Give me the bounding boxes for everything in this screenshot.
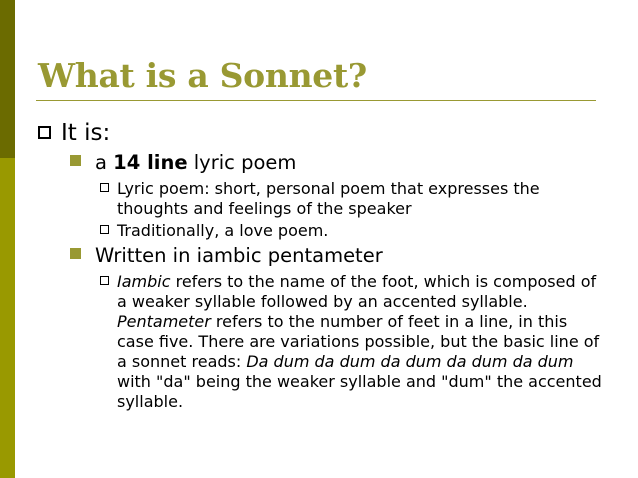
sub-bullet-lyric-poem [100,179,597,219]
hollow-square-bullet-icon [100,276,109,285]
slide-title: What is a Sonnet? [38,56,367,95]
hollow-square-bullet-icon [100,225,109,234]
bullet-item-iambic [70,243,383,269]
hollow-square-bullet-icon [100,183,109,192]
sub-bullet-text: Traditionally, a love poem. [117,221,329,240]
italic-da-dum: Da dum da dum da dum da dum da dum [246,352,574,371]
italic-pentameter: Pentameter [117,312,211,331]
side-bar-light [0,158,15,478]
sub-text-1: refers to the name of the foot, which is composed of a weaker syllable followed by an accented syllable. [117,272,597,311]
sub-bullet-love-poem [100,221,328,241]
italic-iambic: Iambic [117,272,171,291]
filled-square-bullet-icon [70,155,81,166]
item1-bold: 14 line [113,151,188,174]
item1-post: lyric poem [187,151,297,174]
bullet-item-14-line [70,150,296,176]
bullet-level1-text: It is: [61,120,111,146]
sub-bullet-paragraph [117,272,602,412]
item1-pre: a [95,151,114,174]
sub-bullet-iambic-explanation [100,272,602,412]
square-bullet-icon [38,126,51,139]
bullet-level1 [38,117,110,149]
filled-square-bullet-icon [70,248,81,259]
sub-text-2: refers to the number of feet in a line, in this case five. There are variations possible, but the basic line of a sonnet reads: [117,312,600,371]
sub-text-3: with "da" being the weaker syllable and "dum" the accented syllable. [117,372,602,411]
title-divider [36,100,596,101]
item2-text: Written in iambic pentameter [95,244,383,267]
side-bar-dark [0,0,15,158]
sub-bullet-text: Lyric poem: short, personal poem that expresses the thoughts and feelings of the speaker [117,179,540,218]
